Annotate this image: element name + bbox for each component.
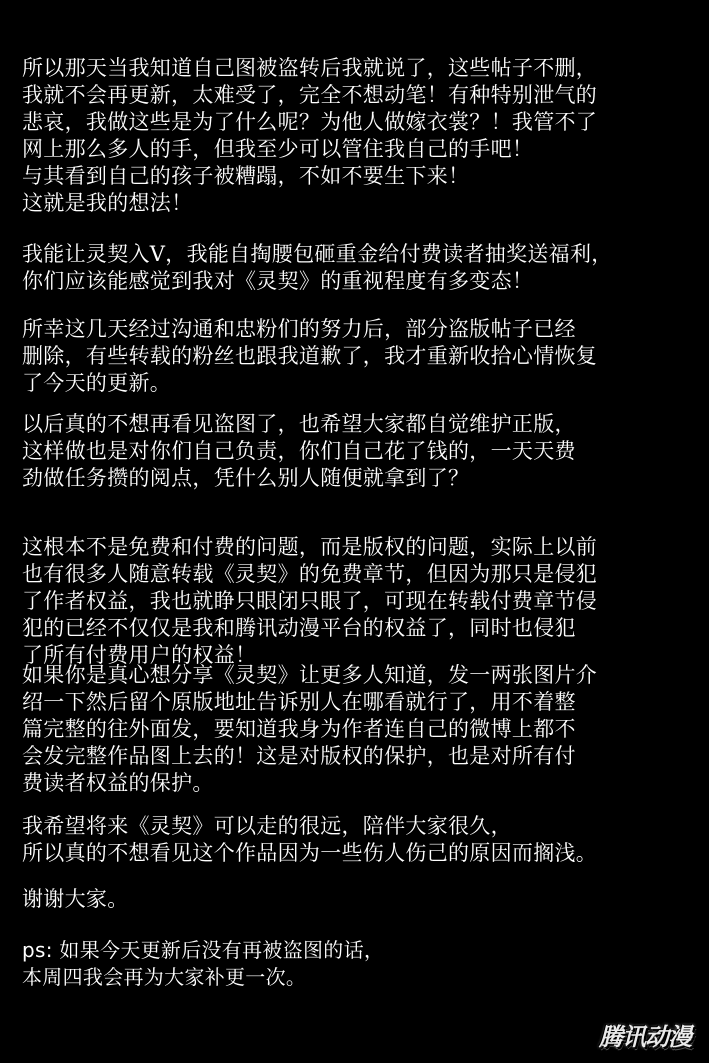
- paragraph-line: 谢谢大家。: [22, 887, 129, 911]
- paragraph-line: 了所有付费用户的权益！: [22, 643, 257, 667]
- paragraph-line: 这根本不是免费和付费的问题，而是版权的问题，实际上以前: [22, 535, 598, 559]
- paragraph-8: [22, 886, 698, 913]
- paragraph-line: 也有很多人随意转载《灵契》的免费章节，但因为那只是侵犯: [22, 562, 598, 586]
- paragraph-6: [22, 662, 698, 797]
- paragraph-line: 与其看到自己的孩子被糟蹋，不如不要生下来！: [22, 164, 470, 188]
- paragraph-line: 我就不会再更新，太难受了，完全不想动笔！有种特别泄气的: [22, 83, 598, 107]
- paragraph-line: 会发完整作品图上去的！这是对版权的保护，也是对所有付: [22, 744, 576, 768]
- postscript-line: ps: 如果今天更新后没有再被盗图的话，: [22, 938, 385, 962]
- paragraph-line: 犯的已经不仅仅是我和腾讯动漫平台的权益了，同时也侵犯: [22, 616, 576, 640]
- paragraph-line: 所以那天当我知道自己图被盗转后我就说了，这些帖子不删，: [22, 56, 598, 80]
- paragraph-line: 悲哀，我做这些是为了什么呢？为他人做嫁衣裳？！我管不了: [22, 110, 598, 134]
- paragraph-line: 我能让灵契入V，我能自掏腰包砸重金给付费读者抽奖送福利，: [22, 242, 613, 266]
- paragraph-line: 这样做也是对你们自己负责，你们自己花了钱的，一天天费: [22, 439, 576, 463]
- paragraph-line: 所幸这几天经过沟通和忠粉们的努力后，部分盗版帖子已经: [22, 317, 576, 341]
- paragraph-line: 所以真的不想看见这个作品因为一些伤人伤己的原因而搁浅。: [22, 841, 598, 865]
- paragraph-2: [22, 241, 698, 295]
- postscript: [22, 937, 698, 991]
- paragraph-line: 删除，有些转载的粉丝也跟我道歉了，我才重新收拾心情恢复: [22, 344, 598, 368]
- paragraph-line: 劲做任务攒的阅点，凭什么别人随便就拿到了？: [22, 466, 470, 490]
- paragraph-7: [22, 813, 698, 867]
- paragraph-3: [22, 316, 698, 397]
- paragraph-4: [22, 411, 698, 492]
- paragraph-line: 你们应该能感觉到我对《灵契》的重视程度有多变态！: [22, 269, 534, 293]
- paragraph-1: [22, 55, 698, 217]
- paragraph-line: 以后真的不想再看见盗图了，也希望大家都自觉维护正版，: [22, 412, 576, 436]
- paragraph-5: [22, 534, 698, 669]
- paragraph-line: 了作者权益，我也就睁只眼闭只眼了，可现在转载付费章节侵: [22, 589, 598, 613]
- paragraph-line: 篇完整的往外面发，要知道我身为作者连自己的微博上都不: [22, 717, 576, 741]
- paragraph-line: 费读者权益的保护。: [22, 771, 214, 795]
- paragraph-line: 绍一下然后留个原版地址告诉别人在哪看就行了，用不着整: [22, 690, 576, 714]
- paragraph-line: 这就是我的想法！: [22, 191, 193, 215]
- paragraph-line: 网上那么多人的手，但我至少可以管住我自己的手吧！: [22, 137, 534, 161]
- postscript-line: 本周四我会再为大家补更一次。: [22, 965, 307, 989]
- tencent-comic-watermark: 腾讯动漫: [599, 1022, 691, 1051]
- paragraph-line: 我希望将来《灵契》可以走的很远，陪伴大家很久，: [22, 814, 512, 838]
- paragraph-line: 了今天的更新。: [22, 371, 172, 395]
- paragraph-line: 如果你是真心想分享《灵契》让更多人知道，发一两张图片介: [22, 663, 598, 687]
